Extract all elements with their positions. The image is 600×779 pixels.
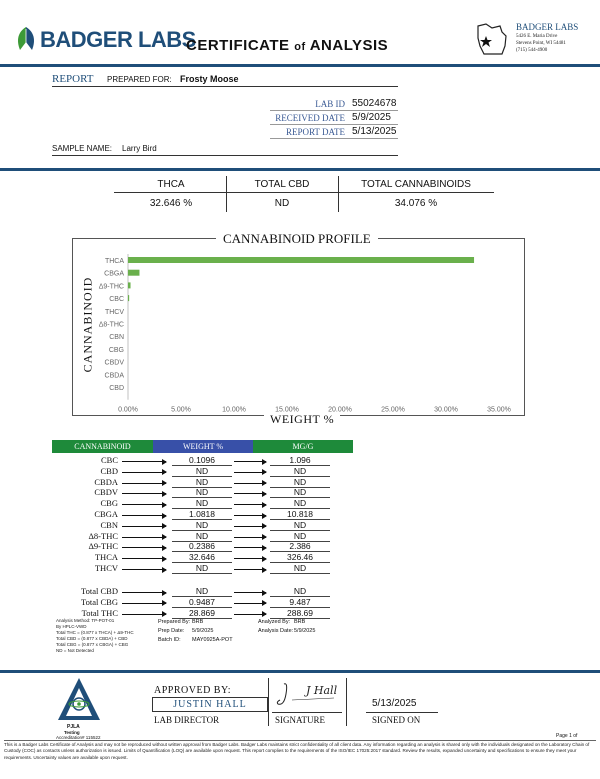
prepared-by-label: Prepared By: (158, 619, 191, 625)
chart-bar (128, 270, 139, 276)
row-arrow (234, 515, 266, 516)
summary-col-divider (338, 176, 339, 212)
lab-id-rule (270, 110, 398, 111)
row-cannabinoid-name: CBGA (94, 509, 118, 519)
leaf-logo-icon (14, 26, 38, 52)
row-arrow (122, 547, 166, 548)
chart-category-label: CBC (109, 296, 124, 304)
row-arrow (122, 504, 166, 505)
row-arrow (234, 558, 266, 559)
chart-category-label: THCV (104, 308, 124, 316)
row-arrow (234, 614, 266, 615)
summary-col-divider (226, 176, 227, 212)
prep-date-value: 5/9/2025 (192, 628, 214, 634)
pjla-accreditation-icon (56, 676, 102, 724)
method-note: Analysis Method: TP-POT-01 (56, 618, 115, 623)
wisconsin-map-icon (472, 18, 512, 58)
lab-phone: (715) 544-4900 (516, 48, 548, 53)
row-cannabinoid-name: Total THC (81, 607, 118, 618)
row-mg-value: 288.69 (287, 607, 313, 618)
summary-header-total-cannabinoids: TOTAL CANNABINOIDS (361, 179, 471, 190)
analyzed-by-value: BRB (294, 619, 306, 625)
row-mg-value: 10.818 (287, 509, 313, 519)
row-mg-value: ND (293, 586, 307, 596)
chart-category-label: CBGA (104, 270, 124, 278)
chart-category-label: CBDA (104, 372, 124, 380)
accreditation-number: Accreditation# 115522 (56, 735, 101, 740)
chart-y-axis-title: CANNABINOID (80, 276, 95, 373)
row-arrow (234, 603, 266, 604)
row-arrow (122, 558, 166, 559)
lab-address-line2: Stevens Point, WI 54481 (516, 41, 566, 46)
signature-divider (268, 678, 269, 726)
total-thc-note: Total THC = (0.877 x THCA) + Δ9-THC (56, 630, 134, 635)
chart-x-tick-label: 5.00% (171, 406, 191, 414)
row-arrow (122, 483, 166, 484)
col-header-cannabinoid: CANNABINOID (52, 440, 153, 453)
row-arrow (122, 461, 166, 462)
col-header-mg: MG/G (253, 440, 353, 453)
row-weight-value: ND (195, 476, 209, 487)
row-weight-value: 0.9487 (189, 596, 215, 607)
summary-header-thca: THCA (157, 179, 185, 190)
row-mg-value: ND (293, 498, 307, 509)
approved-by-label: APPROVED BY: (154, 685, 232, 696)
row-cannabinoid-name: THCA (94, 552, 118, 563)
row-weight-value: 0.1096 (189, 455, 215, 465)
row-mg-value: ND (293, 530, 307, 541)
row-arrow (234, 526, 266, 527)
row-weight-value: 32.646 (189, 552, 215, 563)
chart-category-label: THCA (104, 258, 124, 265)
row-weight-value: 28.869 (189, 607, 215, 618)
report-divider (52, 86, 398, 87)
row-cannabinoid-name: Δ9-THC (88, 541, 118, 552)
method-by-note: By HPLC-VWD (56, 624, 87, 629)
received-date-value: 5/9/2025 (352, 112, 391, 123)
chart-category-label: Δ9-THC (98, 283, 124, 291)
row-arrow (122, 515, 166, 516)
row-cannabinoid-name: CBDA (94, 476, 118, 487)
pjla-label: PJLA (67, 724, 80, 730)
chart-x-axis-title: WEIGHT % (264, 412, 340, 427)
row-arrow (122, 614, 166, 615)
chart-bar (128, 295, 129, 301)
sample-divider (52, 155, 398, 156)
row-cannabinoid-name: Total CBD (81, 586, 118, 596)
signed-on-label: SIGNED ON (372, 715, 421, 725)
row-mg-value: ND (293, 465, 307, 476)
report-date-value: 5/13/2025 (352, 126, 397, 137)
row-weight-value: ND (195, 563, 209, 573)
report-date-label: REPORT DATE (285, 127, 345, 137)
row-arrow (234, 504, 266, 505)
row-cannabinoid-name: CBG (100, 498, 118, 509)
row-weight-value: ND (195, 519, 209, 530)
row-mg-value: 2.386 (289, 541, 311, 552)
analysis-date-value: 5/9/2025 (294, 628, 316, 634)
row-arrow (234, 592, 266, 593)
sample-name-label: SAMPLE NAME: (52, 144, 113, 153)
page-number: Page 1 of (556, 733, 578, 739)
row-cannabinoid-name: THCV (94, 563, 118, 573)
row-mg-value: ND (293, 563, 307, 573)
row-mg-value: 1.096 (289, 455, 311, 465)
row-mg-value: ND (293, 487, 307, 498)
row-cannabinoid-name: CBC (100, 455, 118, 465)
chart-x-tick-label: 0.00% (118, 406, 138, 414)
chart-category-label: CBG (108, 346, 124, 354)
row-arrow (234, 483, 266, 484)
row-arrow (234, 461, 266, 462)
signed-on-divider (346, 678, 347, 726)
row-arrow (122, 493, 166, 494)
lab-id-value: 55024678 (352, 98, 397, 109)
row-mg-value: ND (293, 519, 307, 530)
row-weight-value: 1.0818 (189, 509, 215, 519)
chart-category-label: CBN (109, 334, 124, 342)
chart-x-tick-label: 10.00% (222, 406, 246, 414)
row-arrow (234, 547, 266, 548)
summary-rule (114, 192, 494, 193)
prep-date-label: Prep Date: (158, 628, 185, 634)
row-weight-rule (172, 573, 232, 574)
analyzed-by-label: Analyzed By: (258, 619, 291, 625)
footer-divider (4, 740, 596, 741)
row-cannabinoid-name: CBDV (94, 487, 118, 498)
approver-name: JUSTIN HALL (173, 699, 247, 710)
row-arrow (122, 603, 166, 604)
client-name: Frosty Moose (180, 74, 239, 84)
row-arrow (234, 537, 266, 538)
row-weight-value: ND (195, 498, 209, 509)
results-table-header (52, 440, 353, 453)
chart-x-tick-label: 15.00% (275, 406, 299, 414)
row-weight-value: ND (195, 487, 209, 498)
cannabinoid-profile-chart (90, 250, 511, 414)
report-date-rule (270, 138, 398, 139)
row-arrow (122, 537, 166, 538)
row-cannabinoid-name: CBD (100, 465, 118, 476)
row-arrow (122, 569, 166, 570)
summary-divider (0, 168, 600, 171)
received-date-rule (270, 124, 398, 125)
row-mg-rule (270, 573, 330, 574)
row-cannabinoid-name: Δ8-THC (88, 530, 118, 541)
row-arrow (234, 472, 266, 473)
chart-category-label: CBDV (104, 359, 124, 367)
sample-name-value: Larry Bird (122, 144, 157, 153)
bottom-divider (0, 670, 600, 673)
row-weight-value: ND (195, 586, 209, 596)
lab-address-line1: 5426 E. Maria Drive (516, 34, 558, 39)
chart-category-label: CBD (109, 385, 124, 392)
chart-x-tick-label: 25.00% (381, 406, 405, 414)
summary-value-thca: 32.646 % (149, 198, 193, 209)
signature-label: SIGNATURE (275, 715, 326, 725)
prepared-for-label: PREPARED FOR: (107, 75, 172, 84)
col-header-weight: WEIGHT % (153, 440, 253, 453)
row-arrow (234, 569, 266, 570)
chart-x-tick-label: 30.00% (434, 406, 458, 414)
batch-id-value: MAY0925A-POT (192, 637, 233, 643)
summary-value-total-cannabinoids: 34.076 % (394, 198, 438, 209)
pjla-sub: Testing (64, 730, 80, 735)
logo-wordmark: BADGER LABS (40, 27, 196, 52)
header-divider (0, 64, 600, 67)
row-weight-value: 0.2386 (189, 541, 215, 552)
row-cannabinoid-name: CBN (100, 519, 118, 530)
signed-on-line (366, 712, 438, 713)
analysis-date-label: Analysis Date: (258, 628, 294, 634)
row-arrow (122, 526, 166, 527)
signature-line (272, 712, 342, 713)
certificate-title: CERTIFICATE of ANALYSIS (186, 37, 389, 54)
total-cbd-note: Total CBD = (0.877 x CBDA) + CBD (56, 636, 128, 641)
chart-bar (128, 257, 474, 263)
svg-text:J Hall: J Hall (306, 684, 338, 697)
lab-id-label: LAB ID (315, 99, 345, 109)
disclaimer-text: This is a Badger Labs Certificate of Analysis and may not be reproduced without written approval from Badger Labs. Badger Labs maintains strict confidentiality of all client data. Any information regarding an analysis is shared only with the individuals designated on the Laboratory Chain of Custody (COC) as contacts unless authorization is issued. Limits of Quantification (LOQ) are available upon request. This report complies to the requirements of the ISO/IEC 17025:2017 standard. Review the results, expanded uncertainty and specifications to ensure they meet your requirements. Uncertainty values are available upon request. (4, 742, 590, 760)
lab-name: BADGER LABS (516, 22, 579, 32)
summary-value-total-cbd: ND (274, 198, 290, 209)
report-label: REPORT (52, 73, 94, 85)
approver-title: LAB DIRECTOR (154, 715, 220, 725)
signed-date: 5/13/2025 (372, 698, 417, 709)
row-mg-value: 326.46 (287, 552, 313, 563)
row-weight-value: ND (195, 465, 209, 476)
signature-image (274, 680, 344, 712)
chart-x-tick-label: 35.00% (487, 406, 511, 414)
row-arrow (234, 493, 266, 494)
chart-bar (128, 282, 131, 288)
row-mg-value: ND (293, 476, 307, 487)
chart-title: CANNABINOID PROFILE (216, 231, 378, 247)
chart-category-label: Δ8-THC (98, 321, 124, 329)
summary-header-total-cbd: TOTAL CBD (254, 179, 310, 190)
nd-note: ND = Not Detected (56, 648, 94, 653)
batch-id-label: Batch ID: (158, 637, 181, 643)
row-arrow (122, 472, 166, 473)
chart-x-tick-label: 20.00% (328, 406, 352, 414)
row-cannabinoid-name: Total CBG (81, 596, 118, 607)
row-arrow (122, 592, 166, 593)
total-cbg-note: Total CBG = (0.877 x CBGA) + CBG (56, 642, 129, 647)
prepared-by-value: BRB (192, 619, 204, 625)
received-date-label: RECEIVED DATE (275, 113, 345, 123)
row-mg-value: 9.487 (289, 596, 311, 607)
row-weight-value: ND (195, 530, 209, 541)
